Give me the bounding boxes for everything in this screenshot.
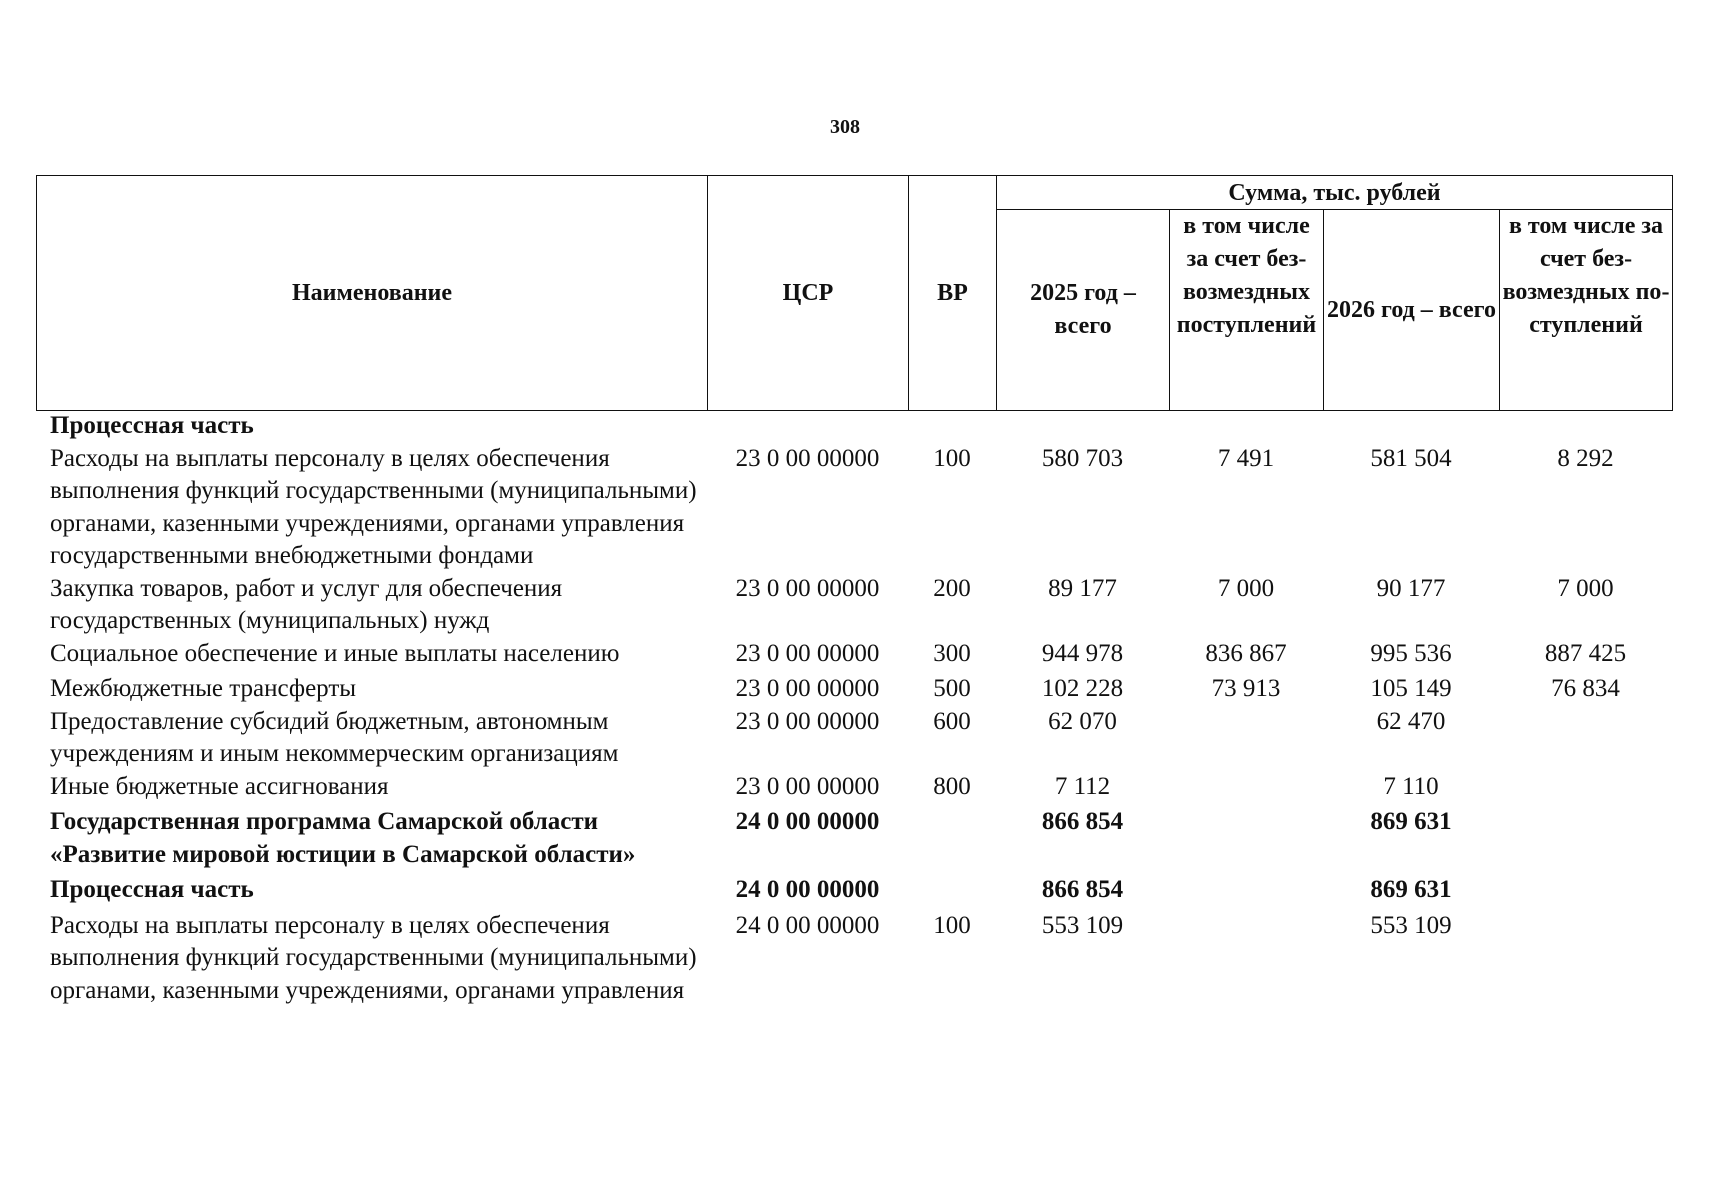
- cell-2025-grants: [1169, 410, 1323, 443]
- column-header-2026-total: 2026 год – всего: [1324, 210, 1500, 411]
- cell-2026-grants: 76 834: [1551, 675, 1620, 702]
- cell-2026-total: 869 631: [1370, 808, 1452, 835]
- cell-2026-grants: 887 425: [1544, 639, 1627, 667]
- cell-vr: 100: [933, 911, 971, 939]
- column-header-vr: ВР: [909, 176, 997, 411]
- cell-2025-grants: [1169, 803, 1323, 871]
- cell-vr: 500: [933, 675, 971, 702]
- table-row: [36, 706, 1672, 771]
- cell-vr: 600: [933, 707, 971, 735]
- cell-2025-total: 866 854: [1041, 876, 1124, 903]
- cell-name: Межбюджетные трансферты: [50, 675, 357, 702]
- cell-2026-total: 553 109: [1370, 911, 1452, 939]
- cell-vr: 800: [933, 772, 971, 800]
- cell-2026-total: 581 504: [1370, 444, 1452, 472]
- table-body: [36, 410, 1672, 1007]
- table-row: [36, 771, 1672, 804]
- cell-2026-total: 62 470: [1376, 707, 1446, 735]
- cell-2026-total: 7 110: [1383, 772, 1439, 800]
- cell-name: Предоставление субсидий бюджетным, автономным учреждениям и иным некоммерческим организациям: [50, 707, 619, 767]
- cell-2026-total: 90 177: [1376, 574, 1446, 602]
- cell-2025-grants: [1169, 907, 1323, 1008]
- cell-vr: [908, 803, 996, 871]
- cell-2025-total: 553 109: [1041, 911, 1124, 939]
- cell-2026-total: 995 536: [1370, 639, 1452, 667]
- cell-2025-total: 89 177: [1048, 574, 1117, 602]
- cell-2025-total: [996, 410, 1169, 443]
- cell-2025-grants: 73 913: [1211, 675, 1281, 702]
- cell-2026-total: [1323, 410, 1499, 443]
- cell-name: Государственная программа Самарской области «Развитие мировой юстиции в Самарской области»: [50, 808, 636, 868]
- cell-2026-grants: [1499, 907, 1672, 1008]
- column-header-csr: ЦСР: [708, 176, 909, 411]
- page-number: 308: [830, 116, 860, 138]
- cell-2025-total: 580 703: [1041, 444, 1124, 472]
- cell-csr: 23 0 00 00000: [735, 639, 880, 667]
- cell-2025-grants: [1169, 706, 1323, 771]
- column-header-sum: Сумма, тыс. рублей: [997, 176, 1673, 210]
- budget-table: [36, 410, 1672, 1007]
- cell-csr: 24 0 00 00000: [735, 876, 880, 903]
- cell-2025-grants: [1169, 871, 1323, 907]
- cell-csr: 24 0 00 00000: [735, 808, 880, 835]
- cell-vr: 200: [933, 574, 971, 602]
- table-row: [36, 907, 1672, 1008]
- column-header-2025-grants: в том числе за счет безвозмездных поступлений: [1170, 210, 1324, 411]
- cell-csr: 23 0 00 00000: [735, 772, 880, 800]
- cell-name: Социальное обеспечение и иные выплаты населению: [50, 639, 620, 667]
- cell-name: Процессная часть: [50, 876, 254, 903]
- table-header: [36, 175, 1673, 411]
- cell-2026-grants: [1499, 706, 1672, 771]
- cell-csr: 23 0 00 00000: [735, 707, 880, 735]
- cell-2025-grants: 836 867: [1205, 639, 1287, 667]
- cell-2025-total: 62 070: [1048, 707, 1117, 735]
- cell-vr: [908, 410, 996, 443]
- cell-2025-total: 7 112: [1054, 772, 1111, 800]
- cell-vr: 100: [933, 444, 971, 472]
- table-row: [36, 443, 1672, 573]
- table-row: [36, 410, 1672, 443]
- cell-2026-total: 869 631: [1370, 876, 1452, 903]
- table-row: [36, 670, 1672, 706]
- cell-2025-total: 102 228: [1041, 675, 1124, 702]
- cell-name: Иные бюджетные ассигнования: [50, 772, 389, 800]
- cell-name: Процессная часть: [50, 412, 254, 439]
- cell-2025-grants: 7 491: [1217, 444, 1275, 472]
- cell-2025-grants: 7 000: [1217, 574, 1275, 602]
- cell-2025-grants: [1169, 771, 1323, 804]
- cell-2026-grants: [1499, 871, 1672, 907]
- cell-name: Расходы на выплаты персоналу в целях обеспечения выполнения функций государственными (муниципальными) органами, казенными учреждениями, органами управления государственными внебюджетными фондами: [50, 444, 697, 569]
- table-row: [36, 871, 1672, 907]
- cell-name: Закупка товаров, работ и услуг для обеспечения государственных (муниципальных) нужд: [50, 574, 563, 634]
- cell-2026-grants: [1499, 410, 1672, 443]
- cell-csr: 23 0 00 00000: [735, 444, 880, 472]
- cell-2026-grants: 8 292: [1557, 444, 1614, 472]
- cell-2026-grants: [1499, 803, 1672, 871]
- column-header-2026-grants: в том числе за счет безвозмездных поступлений: [1500, 210, 1673, 411]
- column-header-name: Наименование: [37, 176, 708, 411]
- cell-vr: [908, 871, 996, 907]
- cell-name: Расходы на выплаты персоналу в целях обеспечения выполнения функций государственными (муниципальными) органами, казенными учреждениями, органами управления: [50, 911, 697, 1004]
- cell-csr: [707, 410, 908, 443]
- cell-2025-total: 944 978: [1041, 639, 1124, 667]
- column-header-2025-total: 2025 год – всего: [997, 210, 1170, 411]
- cell-2026-total: 105 149: [1370, 675, 1452, 702]
- table-row: [36, 638, 1672, 671]
- cell-vr: 300: [933, 639, 971, 667]
- cell-2026-grants: [1499, 771, 1672, 804]
- table-row: [36, 803, 1672, 871]
- table-row: [36, 573, 1672, 638]
- cell-csr: 23 0 00 00000: [735, 574, 880, 602]
- cell-csr: 23 0 00 00000: [735, 675, 880, 702]
- cell-2026-grants: 7 000: [1557, 574, 1614, 602]
- cell-2025-total: 866 854: [1041, 808, 1124, 835]
- cell-csr: 24 0 00 00000: [735, 911, 880, 939]
